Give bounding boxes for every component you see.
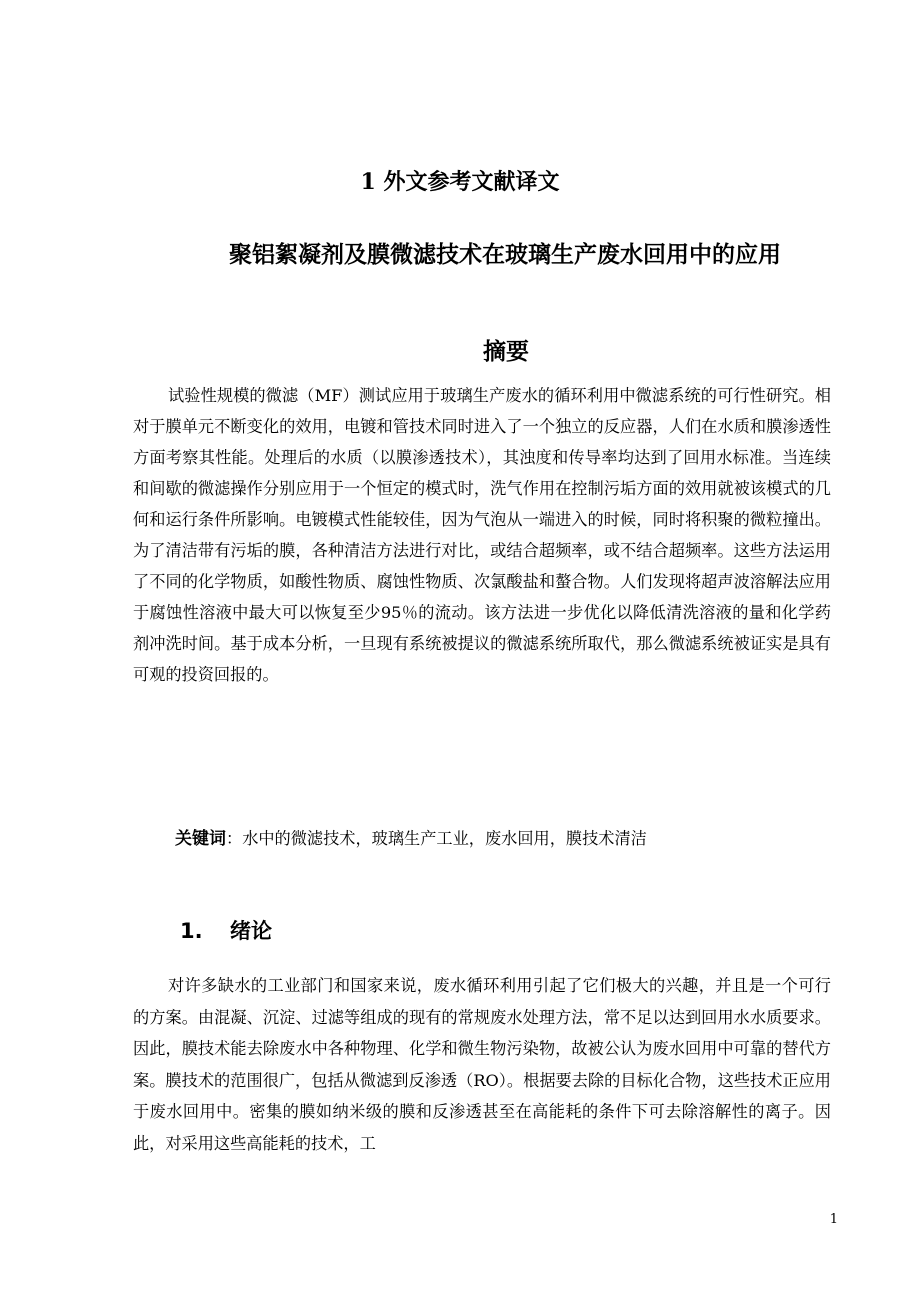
section-title: 绪论 [230, 919, 272, 943]
page-number: 1 [829, 1212, 838, 1227]
keywords-separator: ： [226, 829, 243, 848]
abstract-paragraph: 试验性规模的微滤（MF）测试应用于玻璃生产废水的循环利用中微滤系统的可行性研究。相对于膜单元不断变化的效用，电镀和管技术同时进入了一个独立的反应器，人们在水质和膜渗透性方面考察其性能。处理后的水质（以膜渗透技术），其浊度和传导率均达到了回用水标准。当连续和间歇的微滤操作分别应用于一个恒定的模式时，洗气作用在控制污垢方面的效用就被该模式的几何和运行条件所影响。电镀模式性能较佳，因为气泡从一端进入的时候，同时将积聚的微粒撞出。为了清洁带有污垢的膜，各种清洁方法进行对比，或结合超频率，或不结合超频率。这些方法运用了不同的化学物质，如酸性物质、腐蚀性物质、次氯酸盐和螯合物。人们发现将超声波溶解法应用于腐蚀性溶液中最大可以恢复至少95％的流动。该方法进一步优化以降低清洗溶液的量和化学药剂冲洗时间。基于成本分析，一旦现有系统被提议的微滤系统所取代，那么微滤系统被证实是具有可观的投资回报的。 [133, 386, 831, 684]
keywords-text: 水中的微滤技术，玻璃生产工业，废水回用，膜技术清洁 [242, 829, 647, 848]
section-number: 1. [180, 919, 203, 943]
section-heading-introduction [180, 915, 272, 947]
keywords-label: 关键词 [175, 829, 226, 849]
introduction-paragraph: 对许多缺水的工业部门和国家来说，废水循环利用引起了它们极大的兴趣，并且是一个可行的方案。由混凝、沉淀、过滤等组成的现有的常规废水处理方法，常不足以达到回用水水质要求。因此，膜技术能去除废水中各种物理、化学和微生物污染物，故被公认为废水回用中可靠的替代方案。膜技术的范围很广，包括从微滤到反渗透（RO）。根据要去除的目标化合物，这些技术正应用于废水回用中。密集的膜如纳米级的膜和反渗透甚至在高能耗的条件下可去除溶解性的离子。因此，对采用这些高能耗的技术，工 [133, 976, 831, 1153]
keywords-line [175, 823, 825, 855]
paper-title: 聚铝絮凝剂及膜微滤技术在玻璃生产废水回用中的应用 [229, 242, 781, 268]
abstract-heading: 摘要 [483, 339, 529, 365]
chapter-heading: 1 外文参考文献译文 [360, 169, 560, 195]
